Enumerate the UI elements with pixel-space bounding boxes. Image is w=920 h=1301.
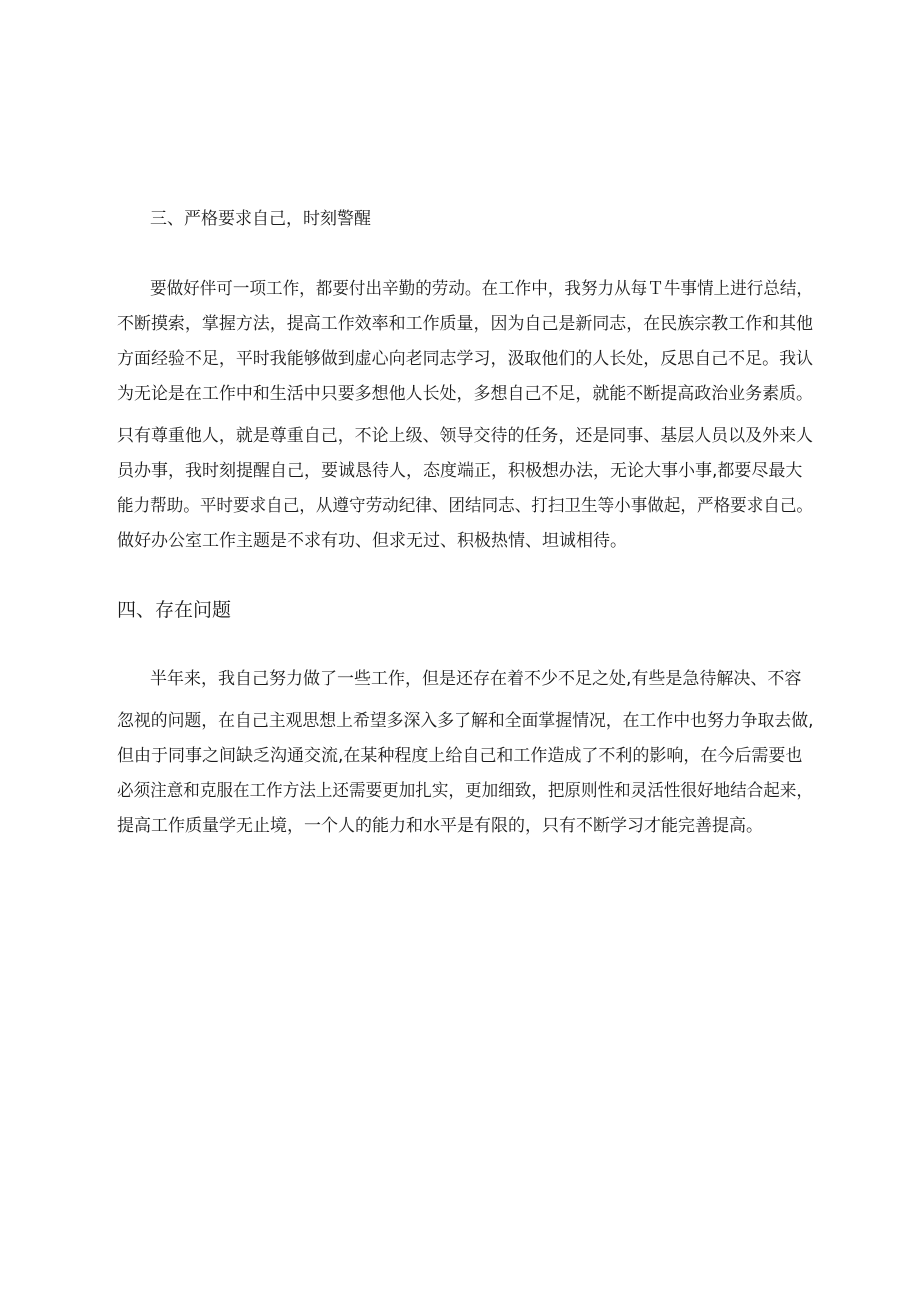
section-3-line: 为无论是在工作中和生活中只要多想他人长处，多想自己不足，就能不断提高政治业务素质。 <box>117 384 814 404</box>
section-4-line: 必须注意和克服在工作方法上还需要更加扎实，更加细致，把原则性和灵活性很好地结合起来， <box>117 781 814 801</box>
section-3-line: 员办事，我时刻提醒自己，要诚恳待人，态度端正，积极想办法，无论大事小事,都要尽最大 <box>117 461 803 481</box>
section-4-line: 忽视的问题，在自己主观思想上希望多深入多了解和全面掌握情况，在工作中也努力争取去做, <box>117 711 814 731</box>
section-3-line: 要做好伴可一项工作，都要付出辛勤的劳动。在工作中，我努力从每Ｔ牛事情上进行总结， <box>150 279 813 299</box>
section-3-line: 方面经验不足，平时我能够做到虚心向老同志学习，汲取他们的人长处，反思自己不足。我认 <box>117 349 814 369</box>
section-3-line: 只有尊重他人，就是尊重自己，不论上级、领导交待的任务，还是同事、基层人员以及外来人 <box>117 426 814 446</box>
section-4-line: 提高工作质量学无止境，一个人的能力和水平是有限的，只有不断学习才能完善提高。 <box>117 816 763 836</box>
section-4-line: 半年来，我自己努力做了一些工作，但是还存在着不少不足之处,有些是急待解决、不容 <box>150 669 802 689</box>
section-4-heading: 四、存在问题 <box>117 599 232 621</box>
section-3-heading: 三、严格要求自己，时刻警醒 <box>150 209 371 229</box>
section-3-line: 做好办公室工作主题是不求有功、但求无过、积极热情、坦诚相待。 <box>117 531 627 551</box>
section-4-line: 但由于同事之间缺乏沟通交流,在某种程度上给自己和工作造成了不利的影响，在今后需要也 <box>117 746 803 766</box>
section-3-line: 不断摸索，掌握方法，提高工作效率和工作质量，因为自己是新同志，在民族宗教工作和其他 <box>117 314 814 334</box>
section-3-line: 能力帮助。平时要求自己，从遵守劳动纪律、团结同志、打扫卫生等小事做起，严格要求自己。 <box>117 496 814 516</box>
